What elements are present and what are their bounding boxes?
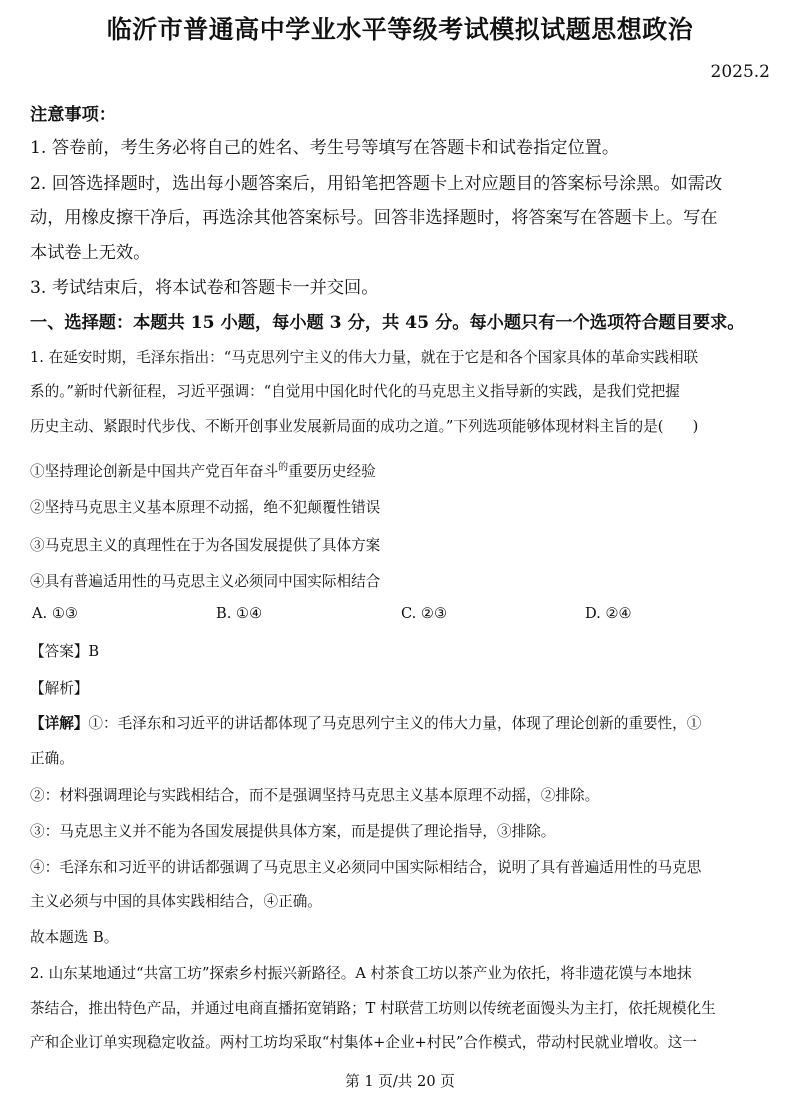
page-number: 第 1 页/共 20 页 <box>345 1073 455 1090</box>
q1-answer: 【答案】B <box>30 643 100 660</box>
q2-stem-line-2: 茶结合，推出特色产品，并通过电商直播拓宽销路；T 村联营工坊则以传统老面馒头为主打，依托规模化生 <box>30 1000 716 1017</box>
q1-option-a: A. ①③ <box>32 605 78 622</box>
q1-statement-2: ②坚持马克思主义基本原理不动摇，绝不犯颠覆性错误 <box>30 499 381 516</box>
q1-statement-3: ③马克思主义的真理性在于为各国发展提供了具体方案 <box>30 537 381 554</box>
q1-analysis-label: 【解析】 <box>30 680 89 697</box>
q1-option-d: D. ②④ <box>585 605 632 622</box>
q1-option-b: B. ①④ <box>216 605 263 622</box>
q1-detail-line-5: ④：毛泽东和习近平的讲话都强调了马克思主义必须同中国实际相结合，说明了具有普遍适用性的马克思 <box>30 859 702 876</box>
notice-item-2: 2. 回答选择题时，选出每小题答案后，用铅笔把答题卡上对应题目的答案标号涂黑。如需改 <box>30 174 723 194</box>
q1-detail-line-1 <box>30 712 775 733</box>
q1-statement-1-superscript: 的 <box>278 462 289 473</box>
q1-detail-label: 【详解】 <box>30 715 89 732</box>
q2-stem-line-3: 产和企业订单实现稳定收益。两村工坊均采取“村集体+企业+村民”合作模式，带动村民就业增收。这一 <box>30 1034 697 1051</box>
notice-item-2-cont: 动，用橡皮擦干净后，再选涂其他答案标号。回答非选择题时，将答案写在答题卡上。写在 <box>30 208 718 228</box>
q1-detail-text: ①：毛泽东和习近平的讲话都体现了马克思列宁主义的伟大力量，体现了理论创新的重要性，① <box>88 715 702 732</box>
q1-statement-1-text: ①坚持理论创新是中国共产党百年奋斗 <box>30 463 279 480</box>
q1-conclusion: 故本题选 B。 <box>30 929 119 946</box>
exam-title: 临沂市普通高中学业水平等级考试模拟试题思想政治 <box>106 15 694 44</box>
q1-detail-line-2: 正确。 <box>30 750 74 767</box>
q1-statement-1-text-end: 重要历史经验 <box>288 463 376 480</box>
q1-stem-line-2: 系的。”新时代新征程，习近平强调：“自觉用中国化时代化的马克思主义指导新的实践，是我们党把握 <box>30 383 680 400</box>
section-heading: 一、选择题：本题共 15 小题，每小题 3 分，共 45 分。每小题只有一个选项符合题目要求。 <box>30 313 745 333</box>
q1-detail-line-4: ③：马克思主义并不能为各国发展提供具体方案，而是提供了理论指导，③排除。 <box>30 823 556 840</box>
notice-item-2-end: 本试卷上无效。 <box>30 243 151 263</box>
q1-statement-4: ④具有普遍适用性的马克思主义必须同中国实际相结合 <box>30 573 381 590</box>
q1-stem-line-3: 历史主动、紧跟时代步伐、不断开创事业发展新局面的成功之道。”下列选项能够体现材料主旨的是( ) <box>30 418 699 435</box>
q1-detail-line-3: ②：材料强调理论与实践相结合，而不是强调坚持马克思主义基本原理不动摇，②排除。 <box>30 787 600 804</box>
notice-heading: 注意事项： <box>30 105 116 125</box>
q1-detail-line-6: 主义必须与中国的具体实践相结合，④正确。 <box>30 893 322 910</box>
q1-statement-1 <box>30 458 775 481</box>
q1-stem-line-1: 1. 在延安时期，毛泽东指出：“马克思列宁主义的伟大力量，就在于它是和各个国家具体的革命实践相联 <box>30 349 699 366</box>
notice-item-3: 3. 考试结束后，将本试卷和答题卡一并交回。 <box>30 278 379 298</box>
exam-date: 2025.2 <box>710 62 770 82</box>
q2-stem-line-1: 2. 山东某地通过“共富工坊”探索乡村振兴新路径。A 村茶食工坊以茶产业为依托，将非遗花馍与本地抹 <box>30 965 692 982</box>
notice-item-1: 1. 答卷前，考生务必将自己的姓名、考生号等填写在答题卡和试卷指定位置。 <box>30 138 620 158</box>
q1-option-c: C. ②③ <box>401 605 448 622</box>
